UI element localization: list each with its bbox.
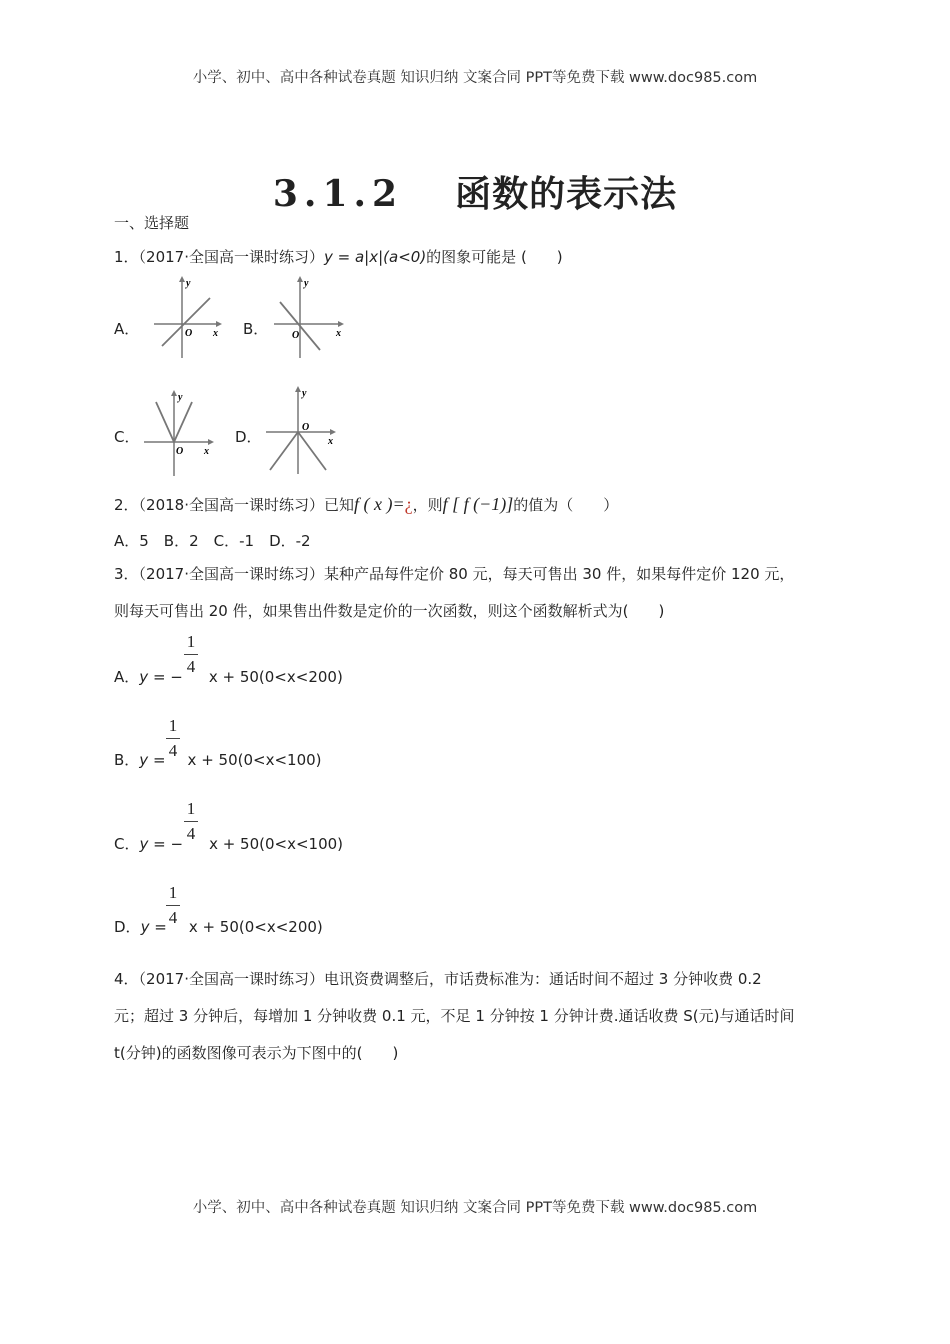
- y-label: y: [178, 392, 183, 403]
- fraction-numerator: 1: [168, 716, 178, 735]
- q1-option-d-label: D．: [235, 428, 262, 446]
- y-axis-arrow: [179, 276, 185, 282]
- fraction-denominator: 4: [168, 741, 178, 760]
- option-label: C．: [114, 835, 140, 853]
- q2-ffx: f [ f (−1)]: [442, 494, 514, 514]
- section-number: 3.1.2: [272, 173, 404, 215]
- rhs: x + 50(0<x<100): [209, 835, 344, 853]
- q1-stem-math: y = a|x|(a<0): [324, 248, 427, 266]
- q2-stem-suffix: 的值为（ ）: [513, 496, 619, 514]
- y-label: y: [302, 388, 307, 399]
- fraction-denominator: 4: [168, 908, 178, 927]
- q2-then: ，则: [412, 496, 443, 514]
- fraction-bar: [166, 905, 180, 906]
- q3-line-2: 则每天可售出 20 件，如果售出件数是定价的一次函数，则这个函数解析式为( ): [114, 602, 665, 620]
- x-label: x: [336, 328, 341, 339]
- q3-option-b: [114, 749, 322, 770]
- x-label: x: [204, 446, 209, 457]
- fraction-bar: [184, 821, 198, 822]
- q4-line-1: 4．（2017·全国高一课时练习）电讯资费调整后，市话费标准为：通话时间不超过 3 分钟收费 0.2: [114, 970, 762, 988]
- q1-stem-prefix: 1．（2017·全国高一课时练习）: [114, 248, 324, 266]
- option-label: A．: [114, 668, 140, 686]
- option-label: B．: [114, 751, 140, 769]
- q2-fx: f ( x )=: [354, 494, 405, 514]
- q3-option-d: [114, 916, 323, 937]
- y-axis-arrow: [295, 386, 301, 392]
- lhs: y: [139, 751, 149, 769]
- origin-label: O: [292, 330, 300, 341]
- fraction-numerator: 1: [186, 632, 196, 651]
- fraction-bar: [184, 654, 198, 655]
- fraction-denominator: 4: [186, 657, 196, 676]
- page-footer: 小学、初中、高中各种试卷真题 知识归纳 文案合同 PPT等免费下载 www.doc985.com: [192, 1200, 758, 1216]
- q3-line-1: 3．（2017·全国高一课时练习）某种产品每件定价 80 元，每天可售出 30 件，如果每件定价 120 元，: [114, 565, 795, 583]
- q1-stem: [114, 246, 563, 267]
- q2-options: A．5 B．2 C．-1 D．-2: [114, 532, 311, 550]
- fraction-bar: [166, 738, 180, 739]
- x-axis-arrow: [208, 439, 214, 445]
- rhs: x + 50(0<x<200): [208, 668, 343, 686]
- q1-option-c-label: C．: [114, 428, 140, 446]
- q1-option-c-graph: [140, 386, 220, 478]
- section-title: 函数的表示法: [455, 173, 678, 215]
- x-label: x: [328, 436, 333, 447]
- q2-stem-prefix: 2．（2018·全国高一课时练习）已知: [114, 496, 354, 514]
- q3-option-b-fraction: [166, 716, 180, 761]
- page-title: [0, 166, 950, 217]
- q3-option-a-fraction: [184, 632, 198, 677]
- eq: =: [152, 751, 166, 769]
- q1-stem-suffix: 的图象可能是 ( ): [426, 248, 563, 266]
- fraction-denominator: 4: [186, 824, 196, 843]
- y-label: y: [304, 278, 309, 289]
- q2-stem: [114, 494, 618, 515]
- q1-option-d-graph: [262, 382, 342, 478]
- q4-line-2: 元；超过 3 分钟后，每增加 1 分钟收费 0.1 元，不足 1 分钟按 1 分钟计费.通话收费 S(元)与通话时间: [114, 1007, 795, 1025]
- x-axis-arrow: [338, 321, 344, 327]
- lhs: y: [140, 918, 150, 936]
- y-axis-arrow: [297, 276, 303, 282]
- rhs: x + 50(0<x<200): [188, 918, 323, 936]
- q3-option-a: [114, 666, 343, 687]
- rhs: x + 50(0<x<100): [187, 751, 322, 769]
- page-header: 小学、初中、高中各种试卷真题 知识归纳 文案合同 PPT等免费下载 www.doc985.com: [192, 70, 758, 86]
- origin-label: O: [302, 422, 310, 433]
- q2-garbled-glyph: ¿: [404, 494, 413, 514]
- x-axis-arrow: [216, 321, 222, 327]
- y-axis-arrow: [171, 390, 177, 396]
- origin-label: O: [185, 328, 193, 339]
- lhs: y: [139, 835, 149, 853]
- q1-option-a-graph: [150, 272, 225, 362]
- origin-label: O: [176, 446, 184, 457]
- q3-option-c-fraction: [184, 799, 198, 844]
- fraction-numerator: 1: [186, 799, 196, 818]
- eq: = −: [152, 668, 183, 686]
- eq: =: [154, 918, 167, 936]
- eq: = −: [153, 835, 184, 853]
- x-axis-arrow: [330, 429, 336, 435]
- section-heading: 一、选择题: [114, 214, 190, 232]
- x-label: x: [213, 328, 218, 339]
- y-label: y: [186, 278, 191, 289]
- q3-option-c: [114, 833, 343, 854]
- q3-option-d-fraction: [166, 883, 180, 928]
- q1-option-a-label: A．: [114, 320, 140, 338]
- lhs: y: [139, 668, 149, 686]
- option-label: D．: [114, 918, 141, 936]
- q1-option-b-label: B．: [243, 320, 269, 338]
- q4-line-3: t(分钟)的函数图像可表示为下图中的( ): [114, 1044, 399, 1062]
- q1-option-b-graph: [270, 272, 350, 362]
- fraction-numerator: 1: [168, 883, 178, 902]
